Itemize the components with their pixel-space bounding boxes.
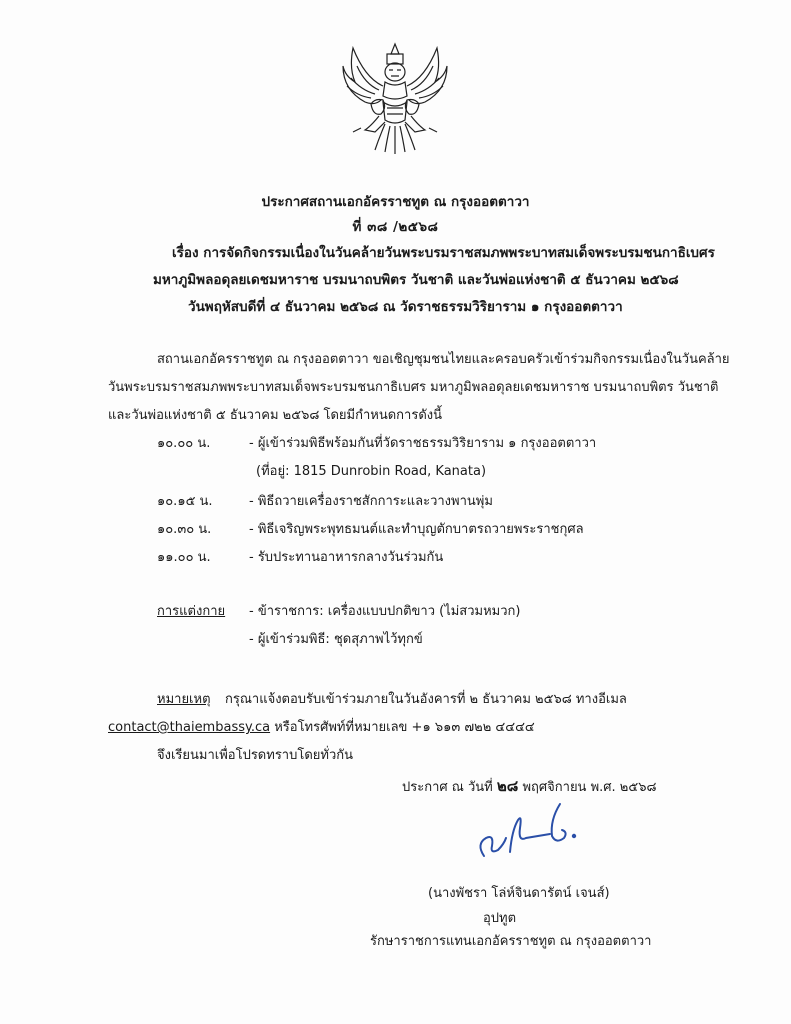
- schedule-activity: - พิธีถวายเครื่องราชสักการะและวางพานพุ่ม: [249, 494, 493, 509]
- remark-label: หมายเหตุ: [157, 692, 211, 707]
- subject-line-3: วันพฤหัสบดีที่ ๔ ธันวาคม ๒๕๖๘ ณ วัดราชธรรมวิริยาราม ๑ กรุงออตตาวา: [188, 299, 623, 315]
- garuda-emblem-icon: [335, 38, 455, 156]
- schedule-address-note: (ที่อยู่: 1815 Dunrobin Road, Kanata): [256, 464, 487, 479]
- dress-code-label: การแต่งกาย: [157, 604, 226, 619]
- subject-line-1: เรื่อง การจัดกิจกรรมเนื่องในวันคล้ายวันพระบรมราชสมภพพระบาทสมเด็จพระบรมชนกาธิเบศร: [172, 245, 715, 261]
- phone-text: หรือโทรศัพท์ที่หมายเลข +๑ ๖๑๓ ๗๒๒ ๔๔๔๔: [270, 720, 535, 735]
- date-day: ๒๘: [496, 777, 519, 795]
- intro-line-2: วันพระบรมราชสมภพพระบาทสมเด็จพระบรมชนกาธิเบศร มหาภูมิพลอดุลยเดชมหาราช บรมนาถบพิตร วันชาติ: [108, 380, 719, 395]
- date-month-year: พฤศจิกายน พ.ศ. ๒๕๖๘: [518, 780, 657, 795]
- remark-contact-line: [108, 716, 535, 737]
- intro-line-3: และวันพ่อแห่งชาติ ๕ ธันวาคม ๒๕๖๘ โดยมีกำหนดการดังนี้: [108, 408, 443, 423]
- signatory-name: (นางพัชรา โล่ห์จินดารัตน์ เจนส์): [428, 886, 610, 901]
- schedule-time: ๑๑.๐๐ น.: [157, 550, 211, 565]
- announcement-number: ที่ ๓๘ /๒๕๖๘: [352, 219, 439, 235]
- remark-text: กรุณาแจ้งตอบรับเข้าร่วมภายในวันอังคารที่ ๒ ธันวาคม ๒๕๖๘ ทางอีเมล: [225, 692, 627, 707]
- announcement-title: ประกาศสถานเอกอัครราชทูต ณ กรุงออตตาวา: [261, 194, 530, 210]
- schedule-time: ๑๐.๐๐ น.: [157, 436, 211, 451]
- signature-icon: [470, 800, 590, 860]
- schedule-time: ๑๐.๑๕ น.: [157, 494, 213, 509]
- date-prefix: ประกาศ ณ วันที่: [402, 780, 497, 795]
- email-link[interactable]: contact@thaiembassy.ca: [108, 720, 271, 735]
- schedule-time: ๑๐.๓๐ น.: [157, 522, 212, 537]
- intro-line-1: สถานเอกอัครราชทูต ณ กรุงออตตาวา ขอเชิญชุมชนไทยและครอบครัวเข้าร่วมกิจกรรมเนื่องในวันคล้าย: [157, 352, 730, 367]
- signatory-position: อุปทูต: [483, 911, 517, 926]
- schedule-activity: - พิธีเจริญพระพุทธมนต์และทำบุญตักบาตรถวายพระราชกุศล: [249, 522, 584, 537]
- signatory-acting: รักษาราชการแทนเอกอัครราชทูต ณ กรุงออตตาวา: [370, 934, 652, 949]
- dress-code-item: - ข้าราชการ: เครื่องแบบปกติขาว (ไม่สวมหมวก): [249, 604, 521, 619]
- dress-code-item: - ผู้เข้าร่วมพิธี: ชุดสุภาพไว้ทุกข์: [249, 632, 423, 647]
- date-line: [402, 774, 657, 798]
- subject-line-2: มหาภูมิพลอดุลยเดชมหาราช บรมนาถบพิตร วันชาติ และวันพ่อแห่งชาติ ๕ ธันวาคม ๒๕๖๘: [153, 272, 679, 288]
- schedule-activity: - รับประทานอาหารกลางวันร่วมกัน: [249, 550, 444, 565]
- schedule-activity: - ผู้เข้าร่วมพิธีพร้อมกันที่วัดราชธรรมวิริยาราม ๑ กรุงออตตาวา: [249, 436, 597, 451]
- closing-text: จึงเรียนมาเพื่อโปรดทราบโดยทั่วกัน: [157, 748, 354, 763]
